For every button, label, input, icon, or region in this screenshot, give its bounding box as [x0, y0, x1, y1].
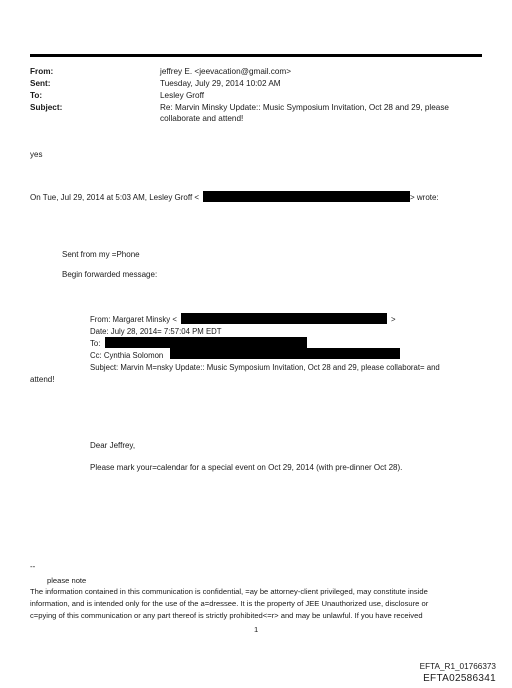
begin-forwarded-text: Begin forwarded message:: [62, 270, 158, 279]
sent-from-text: Sent from my =Phone: [62, 250, 140, 259]
to-label: To:: [30, 91, 43, 100]
from-value: jeffrey E. <jeevacation@gmail.com>: [160, 67, 292, 76]
reply-text: yes: [30, 150, 43, 159]
subject-label: Subject:: [30, 103, 63, 112]
sent-value: Tuesday, July 29, 2014 10:02 AM: [160, 79, 281, 88]
please-note: please note: [47, 576, 87, 585]
confidentiality-line-3: c=pying of this communication or any part thereof is strictly prohibited<=r> and may be unlawful. If you have received: [30, 611, 423, 620]
subject-value-line1: Re: Marvin Minsky Update:: Music Symposium Invitation, Oct 28 and 29, please: [160, 103, 449, 112]
confidentiality-line-2: information, and is intended only for the use of the a=dressee. It is the property of JEE Unauthorized use, disclosure or: [30, 599, 429, 608]
forwarded-date: Date: July 28, 2014= 7:57:04 PM EDT: [90, 327, 222, 336]
greeting-text: Dear Jeffrey,: [90, 441, 136, 450]
forwarded-subject-wrap: attend!: [30, 375, 55, 384]
confidentiality-line-1: The information contained in this communication is confidential, =ay be attorney-client privileged, may constitute inside: [30, 587, 428, 596]
bates-stamp-2: EFTA02586341: [423, 673, 496, 684]
to-value: Lesley Groff: [160, 91, 204, 100]
forwarded-from-end: >: [391, 315, 396, 324]
redaction-bar: [105, 337, 307, 348]
redaction-bar: [203, 191, 410, 202]
forwarded-to: To:: [90, 339, 101, 348]
message-text: Please mark your=calendar for a special event on Oct 29, 2014 (with pre-dinner Oct 28).: [90, 463, 403, 472]
signature-separator: --: [30, 562, 36, 571]
forwarded-from: From: Margaret Minsky <: [90, 315, 177, 324]
from-label: From:: [30, 67, 54, 76]
sent-label: Sent:: [30, 79, 51, 88]
redaction-bar: [170, 348, 400, 359]
bates-stamp-1: EFTA_R1_01766373: [419, 662, 496, 671]
forwarded-cc: Cc: Cynthia Solomon: [90, 351, 164, 360]
header-rule: [30, 54, 482, 57]
redaction-bar: [181, 313, 387, 324]
quote-intro-end: > wrote:: [410, 193, 439, 202]
quote-intro: On Tue, Jul 29, 2014 at 5:03 AM, Lesley Groff <: [30, 193, 200, 202]
page-number: 1: [254, 625, 259, 634]
subject-value-line2: collaborate and attend!: [160, 114, 244, 123]
forwarded-subject: Subject: Marvin M=nsky Update:: Music Symposium Invitation, Oct 28 and 29, please collaborat= and: [90, 363, 440, 372]
